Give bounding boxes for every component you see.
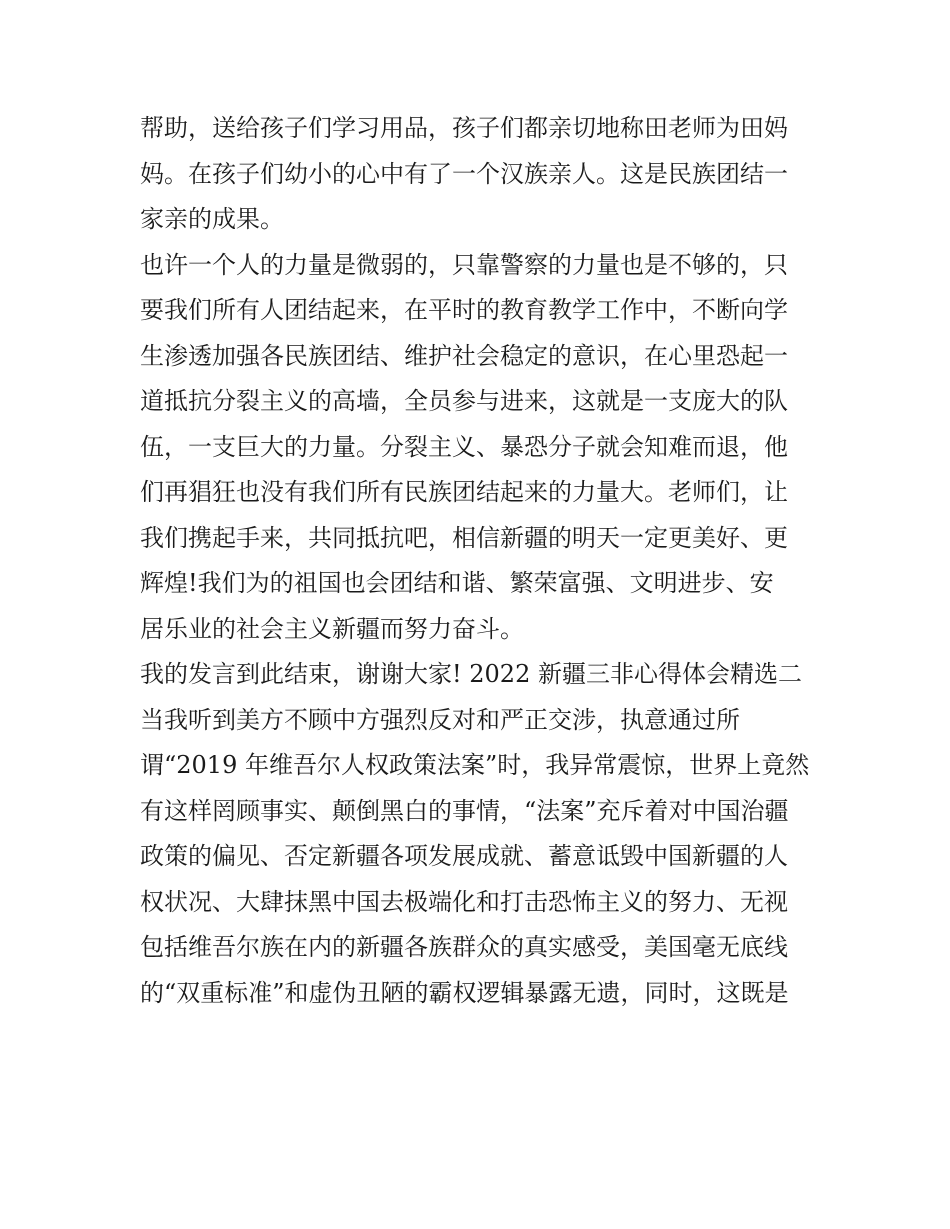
text-line: 居乐业的社会主义新疆而努力奋斗。 (140, 614, 524, 643)
text-line: 家亲的成果。 (140, 205, 284, 233)
text-line: 我的发言到此结束，谢谢大家! 2022 新疆三非心得体会精选二 (140, 660, 802, 688)
text-line: 的“双重标准”和虚伪丑陋的霸权逻辑暴露无遗，同时，这既是 (140, 978, 789, 1007)
text-line: 谓“2019 年维吾尔人权政策法案”时，我异常震惊，世界上竟然 (140, 751, 810, 779)
text-line: 也许一个人的力量是微弱的，只靠警察的力量也是不够的，只 (140, 250, 788, 279)
text-line: 当我听到美方不顾中方强烈反对和严正交涉，执意通过所 (140, 705, 740, 734)
text-line: 辉煌!我们为的祖国也会团结和谐、繁荣富强、文明进步、安 (140, 569, 774, 597)
text-line: 权状况、大肆抹黑中国去极端化和打击恐怖主义的努力、无视 (140, 887, 788, 916)
body-text (140, 106, 820, 1016)
text-line: 伍，一支巨大的力量。分裂主义、暴恐分子就会知难而退，他 (140, 432, 788, 461)
text-line: 们再猖狂也没有我们所有民族团结起来的力量大。老师们，让 (140, 478, 788, 506)
text-line: 我们携起手来，共同抵抗吧，相信新疆的明天一定更美好、更 (140, 523, 788, 552)
text-line: 要我们所有人团结起来，在平时的教育教学工作中，不断向学 (140, 296, 788, 324)
text-line: 包括维吾尔族在内的新疆各族群众的真实感受，美国毫无底线 (140, 933, 788, 961)
text-line: 生渗透加强各民族团结、维护社会稳定的意识，在心里恐起一 (140, 341, 788, 370)
text-line: 道抵抗分裂主义的高墙，全员参与进来，这就是一支庞大的队 (140, 387, 788, 415)
text-line: 帮助，送给孩子们学习用品，孩子们都亲切地称田老师为田妈 (140, 114, 788, 142)
text-line: 妈。在孩子们幼小的心中有了一个汉族亲人。这是民族团结一 (140, 159, 788, 188)
text-line: 有这样罔顾事实、颠倒黑白的事情，“法案”充斥着对中国治疆 (140, 796, 789, 825)
text-line: 政策的偏见、否定新疆各项发展成就、蓄意诋毁中国新疆的人 (140, 842, 788, 870)
